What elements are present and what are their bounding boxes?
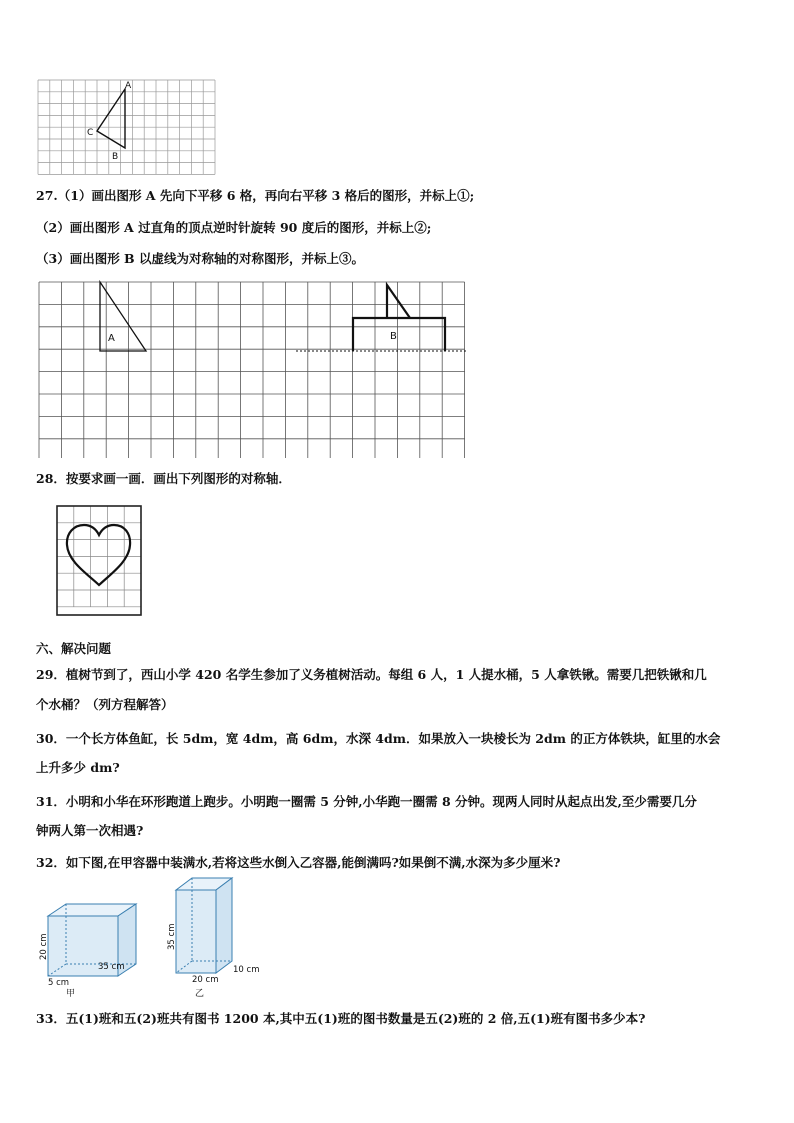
- vertex-label-a: A: [125, 81, 132, 91]
- q29-line1: 29．植树节到了，西山小学 420 名学生参加了义务植树活动。每组 6 人，1 人提水桶，5 人拿铁锹。需要几把铁锹和几: [36, 667, 707, 682]
- q31-line2: 钟两人第一次相遇?: [36, 823, 144, 838]
- heart-shape: [67, 525, 130, 585]
- jia-height-label: 20 cm: [39, 933, 49, 960]
- q32-text: 32．如下图,在甲容器中装满水,若将这些水倒入乙容器,能倒满吗?如果倒不满,水深为多少厘米?: [36, 855, 561, 870]
- vertex-label-b: B: [112, 152, 119, 162]
- shape-b-top: [387, 285, 410, 318]
- transform-grid: [39, 282, 465, 458]
- q28-text: 28．按要求画一画．画出下列图形的对称轴．: [36, 471, 291, 486]
- q30-line2: 上升多少 dm?: [36, 760, 120, 775]
- transform-grid-figure: [38, 280, 468, 458]
- q27-line1: 27.（1）画出图形 A 先向下平移 6 格，再向右平移 3 格后的图形，并标上①;: [36, 188, 475, 203]
- shape-b-label: B: [390, 331, 397, 342]
- shape-b: [353, 318, 445, 351]
- containers-figure: [34, 874, 274, 1002]
- heart-grid-border: [57, 506, 141, 615]
- container-yi: [176, 878, 232, 973]
- section6-heading: 六、解决问题: [36, 641, 112, 656]
- jia-name-label: 甲: [66, 989, 76, 999]
- q33-text: 33．五(1)班和五(2)班共有图书 1200 本,其中五(1)班的图书数量是五(2)班的 2 倍,五(1)班有图书多少本?: [36, 1011, 646, 1026]
- vertex-label-c: C: [87, 128, 94, 138]
- yi-height-label: 35 cm: [167, 923, 177, 950]
- q27-line2: （2）画出图形 A 过直角的顶点逆时针旋转 90 度后的图形，并标上②;: [36, 220, 432, 235]
- q27-line3: （3）画出图形 B 以虚线为对称轴的对称图形，并标上③。: [36, 251, 364, 266]
- q29-line2: 个水桶？（列方程解答）: [36, 697, 174, 712]
- q31-line1: 31．小明和小华在环形跑道上跑步。小明跑一圈需 5 分钟,小华跑一圈需 8 分钟。现两人同时从起点出发,至少需要几分: [36, 794, 697, 809]
- triangle-grid: [38, 80, 215, 174]
- q30-line1: 30．一个长方体鱼缸，长 5dm，宽 4dm，高 6dm，水深 4dm．如果放入一块棱长为 2dm 的正方体铁块，缸里的水会: [36, 731, 721, 746]
- triangle-grid-figure: [36, 78, 222, 178]
- shape-a: [100, 282, 146, 351]
- yi-width-label: 10 cm: [233, 965, 260, 975]
- yi-name-label: 乙: [195, 989, 205, 999]
- yi-length-label: 20 cm: [192, 975, 219, 985]
- shape-a-label: A: [108, 333, 115, 344]
- heart-grid-figure: [56, 505, 144, 617]
- jia-length-label: 35 cm: [98, 962, 125, 972]
- jia-width-label: 5 cm: [48, 978, 70, 988]
